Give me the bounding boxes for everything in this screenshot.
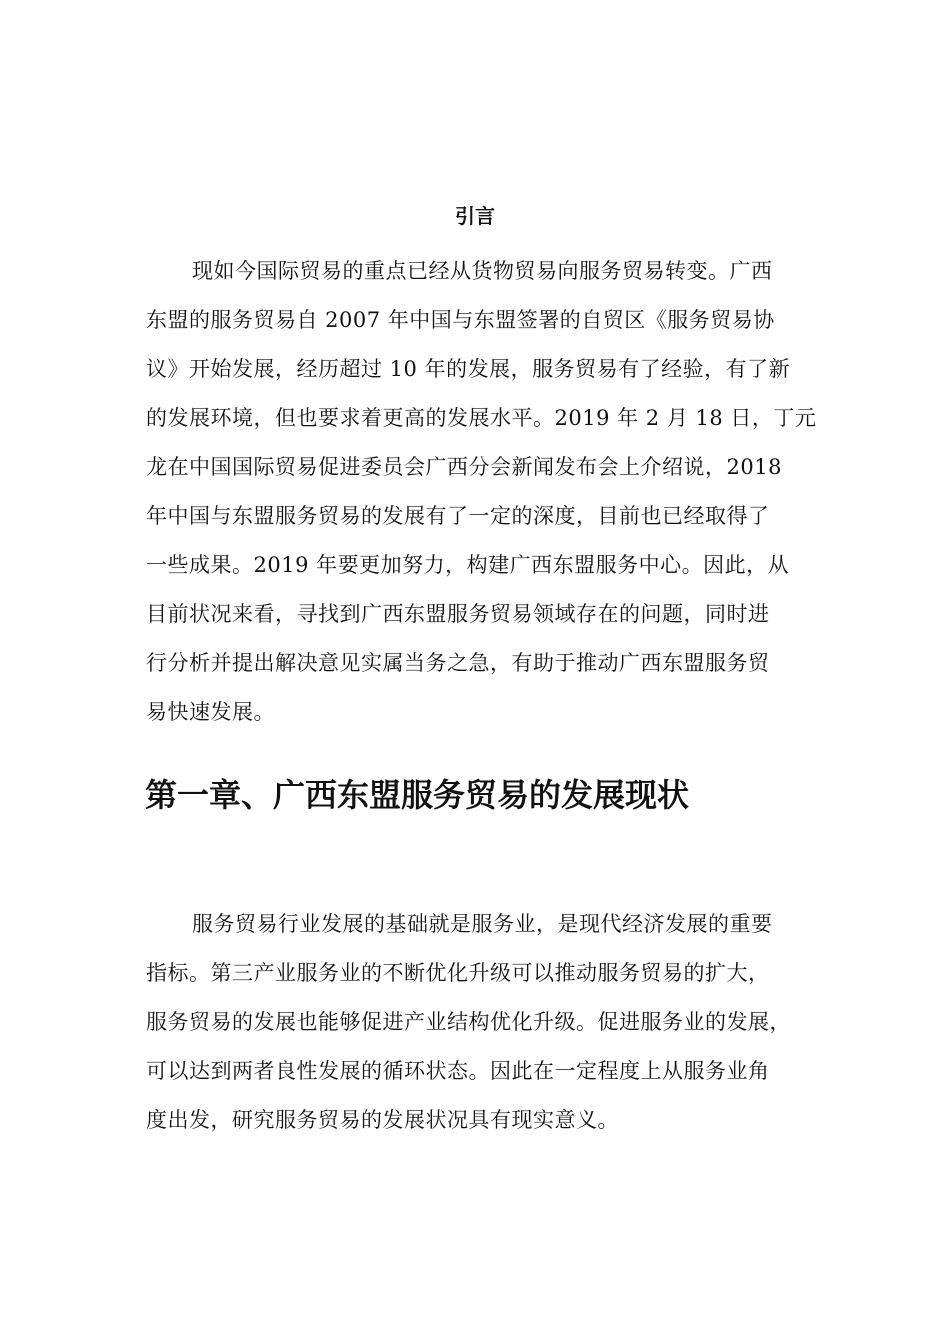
chapter-title: 第一章、广西东盟服务贸易的发展现状: [145, 776, 690, 814]
intro-line: 议》开始发展，经历超过 10 年的发展，服务贸易有了经验，有了新: [146, 357, 791, 381]
chapter-line: 服务贸易行业发展的基础就是服务业，是现代经济发展的重要: [192, 912, 773, 936]
intro-line: 易快速发展。: [146, 700, 275, 724]
intro-line: 的发展环境，但也要求着更高的发展水平。2019 年 2 月 18 日，丁元: [146, 406, 817, 430]
intro-line: 一些成果。2019 年要更加努力，构建广西东盟服务中心。因此，从: [146, 553, 790, 577]
intro-line: 现如今国际贸易的重点已经从货物贸易向服务贸易转变。广西: [192, 259, 773, 283]
chapter-line: 可以达到两者良性发展的循环状态。因此在一定程度上从服务业角: [146, 1059, 770, 1083]
chapter-line: 服务贸易的发展也能够促进产业结构优化升级。促进服务业的发展，: [146, 1010, 791, 1034]
intro-heading: 引言: [455, 204, 495, 228]
chapter-line: 度出发，研究服务贸易的发展状况具有现实意义。: [146, 1108, 619, 1132]
intro-line: 龙在中国国际贸易促进委员会广西分会新闻发布会上介绍说，2018: [146, 455, 782, 479]
intro-line: 行分析并提出解决意见实属当务之急，有助于推动广西东盟服务贸: [146, 651, 770, 675]
intro-line: 目前状况来看，寻找到广西东盟服务贸易领域存在的问题，同时进: [146, 602, 770, 626]
intro-line: 年中国与东盟服务贸易的发展有了一定的深度，目前也已经取得了: [146, 504, 770, 528]
intro-line: 东盟的服务贸易自 2007 年中国与东盟签署的自贸区《服务贸易协: [146, 308, 775, 332]
chapter-line: 指标。第三产业服务业的不断优化升级可以推动服务贸易的扩大，: [146, 961, 770, 985]
